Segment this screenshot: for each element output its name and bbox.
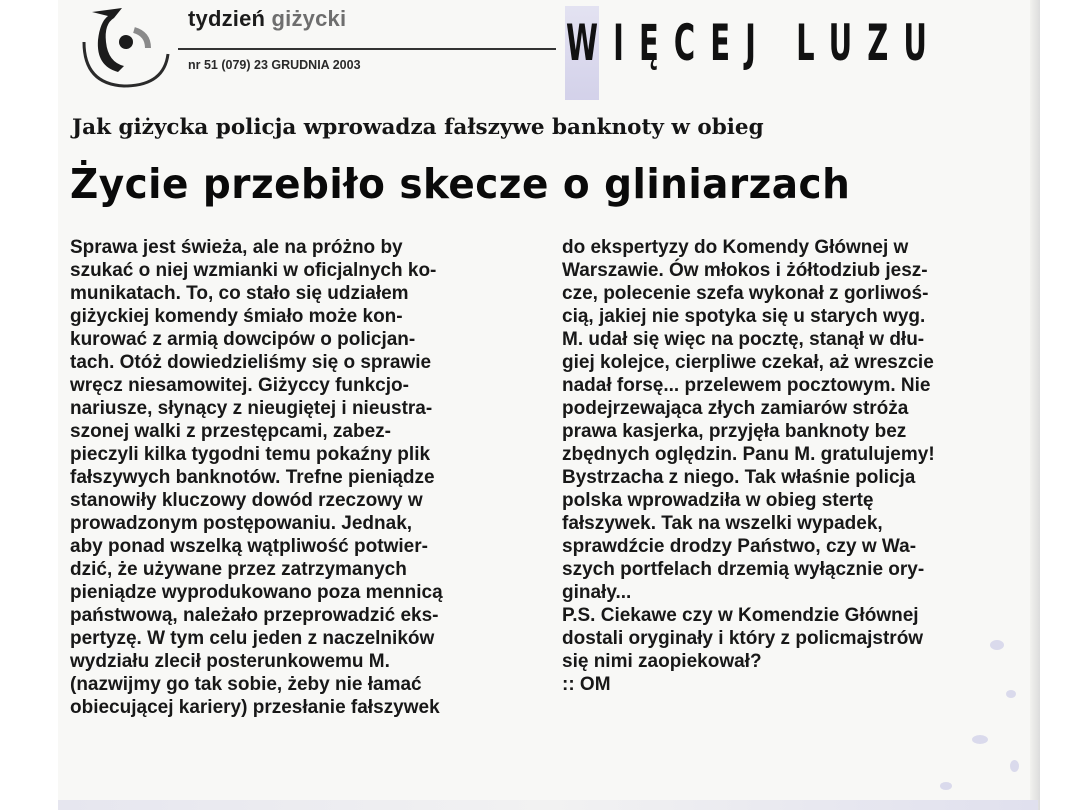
article-headline: Życie przebiło skecze o gliniarzach xyxy=(70,160,851,208)
text-line: zbędnych oględzin. Panu M. gratulujemy! xyxy=(562,444,935,465)
text-line: fałszywek. Tak na wszelki wypadek, xyxy=(562,513,883,534)
text-line: dzić, że używane przez zatrzymanych xyxy=(70,559,407,580)
text-line: pertyzę. W tym celu jeden z naczelników xyxy=(70,628,435,649)
text-line: szonej walki z przestępcami, zabez- xyxy=(70,421,391,442)
text-line: się nimi zaopiekował? xyxy=(562,651,762,672)
section-title: WIĘCEJ LUZU xyxy=(566,14,943,72)
text-line: ginały... xyxy=(562,582,632,603)
article-kicker: Jak giżycka policja wprowadza fałszywe banknoty w obieg xyxy=(72,115,764,140)
article-column-left xyxy=(70,236,540,719)
text-line: państwową, należało przeprowadzić eks- xyxy=(70,605,439,626)
paper-bottom-edge xyxy=(58,800,1038,810)
text-line: giżyckiej komendy śmiało może kon- xyxy=(70,306,403,327)
print-speck xyxy=(940,782,952,790)
text-line: szukać o niej wzmianki w oficjalnych ko- xyxy=(70,260,437,281)
text-line: Sprawa jest świeża, ale na próżno by xyxy=(70,237,403,258)
text-line: giej kolejce, cierpliwe czekał, aż wreszcie xyxy=(562,352,934,373)
text-line: munikatach. To, co stało się udziałem xyxy=(70,283,409,304)
text-line: podejrzewająca złych zamiarów stróża xyxy=(562,398,909,419)
masthead-rule xyxy=(178,48,556,50)
newspaper-logo-icon xyxy=(78,2,170,88)
print-speck xyxy=(1010,760,1019,772)
text-line: nadał forsę... przelewem pocztowym. Nie xyxy=(562,375,931,396)
text-line: prawa kasjerka, przyjęła banknoty bez xyxy=(562,421,907,442)
text-line: wręcz niesamowitej. Giżyccy funkcjo- xyxy=(70,375,409,396)
text-line: Warszawie. Ów młokos i żółtodziub jesz- xyxy=(562,260,928,281)
text-line: prowadzonym postępowaniu. Jednak, xyxy=(70,513,413,534)
text-line: kurować z armią dowcipów o policjan- xyxy=(70,329,416,350)
text-line: aby ponad wszelką wątpliwość potwier- xyxy=(70,536,428,557)
print-speck xyxy=(972,735,988,744)
print-speck xyxy=(990,640,1004,650)
text-line: cze, polecenie szefa wykonał z gorliwoś- xyxy=(562,283,929,304)
text-line: cią, jakiej nie spotyka się u starych wyg. xyxy=(562,306,926,327)
text-line: pieczyli kilka tygodni temu pokaźny plik xyxy=(70,444,431,465)
brand-title-part2: giżycki xyxy=(271,6,347,31)
brand-title xyxy=(188,6,346,32)
text-line: sprawdźcie drodzy Państwo, czy w Wa- xyxy=(562,536,917,557)
text-line: fałszywych banknotów. Trefne pieniądze xyxy=(70,467,435,488)
text-line: Bystrzacha z niego. Tak właśnie policja xyxy=(562,467,916,488)
text-line: stanowiły kluczowy dowód rzeczowy w xyxy=(70,490,423,511)
text-line: obiecującej kariery) przesłanie fałszywek xyxy=(70,697,440,718)
text-line: M. udał się więc na pocztę, stanął w dłu- xyxy=(562,329,925,350)
text-line: P.S. Ciekawe czy w Komendzie Głównej xyxy=(562,605,919,626)
text-line: do ekspertyzy do Komendy Głównej w xyxy=(562,237,909,258)
text-line: nariusze, słynący z nieugiętej i nieustra- xyxy=(70,398,433,419)
text-line: szych portfelach drzemią wyłącznie ory- xyxy=(562,559,925,580)
text-line: (nazwijmy go tak sobie, żeby nie łamać xyxy=(70,674,422,695)
text-line: wydziału zlecił posterunkowemu M. xyxy=(70,651,390,672)
article-column-right xyxy=(562,236,1032,696)
issue-line: nr 51 (079) 23 GRUDNIA 2003 xyxy=(188,58,361,72)
print-speck xyxy=(1006,690,1016,698)
brand-title-part1: tydzień xyxy=(188,6,266,31)
text-line: dostali oryginały i który z policmajstrów xyxy=(562,628,924,649)
text-line: polska wprowadziła w obieg stertę xyxy=(562,490,874,511)
text-line: tach. Otóż dowiedzieliśmy się o sprawie xyxy=(70,352,432,373)
byline: :: OM xyxy=(562,674,611,695)
text-line: pieniądze wyprodukowano poza mennicą xyxy=(70,582,443,603)
